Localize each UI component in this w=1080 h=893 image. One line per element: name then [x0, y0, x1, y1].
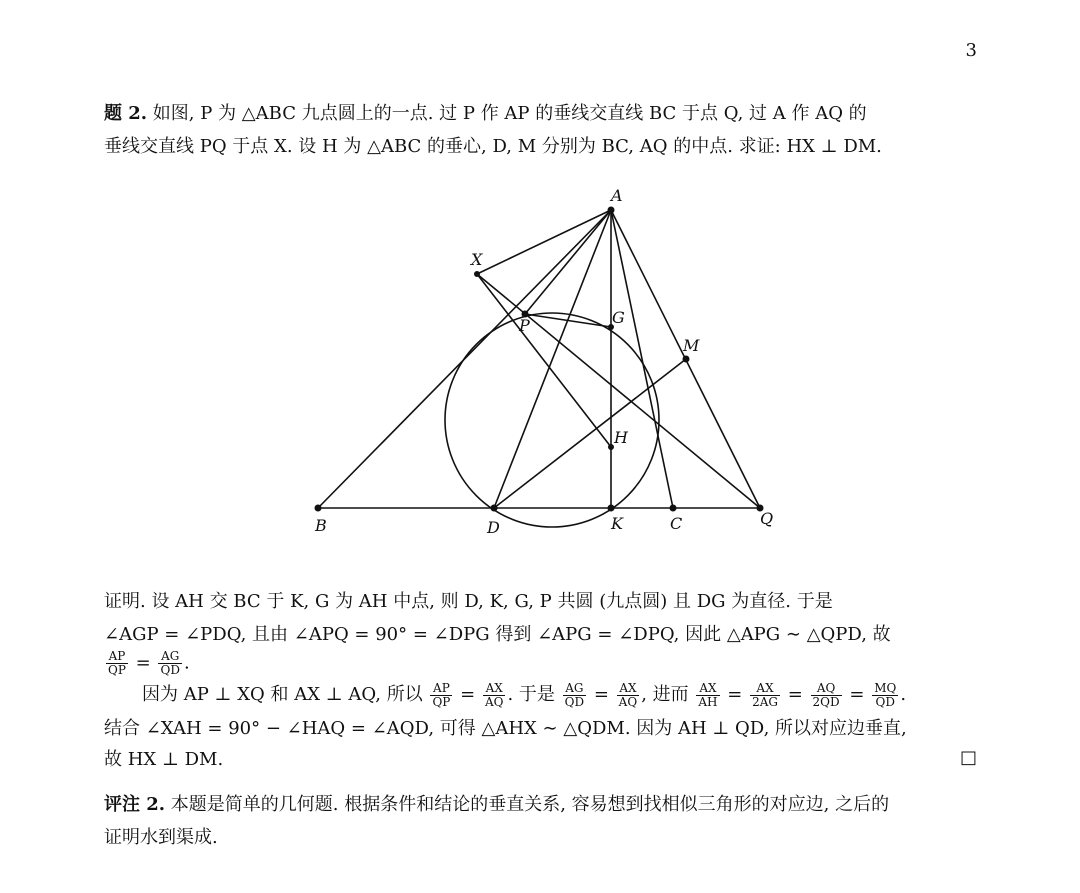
remark-text-1: 本题是简单的几何题. 根据条件和结论的垂直关系, 容易想到找相似三角形的对应边, 之后的: [170, 794, 890, 815]
segment-ax: [477, 210, 611, 274]
label-a: A: [611, 186, 623, 205]
label-h: H: [614, 428, 628, 447]
segment-ab: [318, 210, 611, 508]
fraction-ag-qd: $\frac{AG}{QD}$: [160, 649, 180, 677]
label-k: K: [611, 514, 623, 533]
fraction-ap-qp: $\frac{AP}{QP}$: [108, 649, 126, 677]
proof-line-3: $\frac{AP}{QP}$ = $\frac{AG}{QD}$ .: [108, 649, 190, 677]
point-d: [491, 505, 498, 512]
point-x: [474, 271, 480, 277]
fraction-ag-qd-2: $\frac{AG}{QD}$: [564, 680, 585, 709]
proof-line-1: 证明. 设 AH 交 BC 于 K, G 为 AH 中点, 则 D, K, G, P 共圆 (九点圆) 且 DG 为直径. 于是: [104, 591, 833, 612]
point-b: [315, 505, 322, 512]
segment-ap: [525, 210, 611, 314]
label-q: Q: [760, 509, 774, 528]
label-d: D: [487, 518, 500, 537]
segment-xh: [477, 274, 611, 447]
problem-line-2: 垂线交直线 PQ 于点 X. 设 H 为 △ABC 的垂心, D, M 分别为 BC, AQ 的中点. 求证: HX ⊥ DM.: [104, 136, 882, 157]
fraction-ax-aq: $\frac{AX}{AQ}$: [484, 680, 504, 709]
label-g: G: [612, 308, 625, 327]
proof-line-6: 故 HX ⊥ DM.: [104, 749, 224, 770]
remark-line-1: [104, 788, 977, 821]
label-p: P: [519, 316, 530, 335]
proof-line-4: 因为 AP ⊥ XQ 和 AX ⊥ AQ, 所以 $\frac{AP}{QP}$ = $\frac{AX}{AQ}$ . 于是 $\frac{AG}{QD}$ = $\frac{AX}{AQ}$ , 进而 $\frac{AX}{AH}$ = $\frac{AX}{2AG}$ = $\frac{AQ}{2QD}$ = $\frac{MQ}{QD}$ .: [142, 680, 907, 709]
fraction-ax-aq-2: $\frac{AX}{AQ}$: [618, 680, 638, 709]
segment-ac: [611, 210, 673, 508]
label-b: B: [315, 516, 327, 535]
page-number: 3: [965, 40, 977, 61]
point-k: [608, 505, 615, 512]
label-m: M: [683, 336, 700, 355]
fraction-ax-ah: $\frac{AX}{AH}$: [698, 680, 718, 709]
point-c: [670, 505, 677, 512]
qed-symbol: □: [959, 747, 977, 768]
point-m: [683, 356, 690, 363]
fraction-ap-qp-2: $\frac{AP}{QP}$: [432, 680, 451, 709]
point-a: [608, 207, 615, 214]
remark-line-2: 证明水到渠成.: [104, 827, 218, 848]
proof-line-5: 结合 ∠XAH = 90° − ∠HAQ = ∠AQD, 可得 △AHX ∼ △QDM. 因为 AH ⊥ QD, 所以对应边垂直,: [104, 718, 907, 739]
label-c: C: [670, 514, 683, 533]
fraction-ax-2ag: $\frac{AX}{2AG}$: [752, 680, 778, 709]
fraction-mq-qd: $\frac{MQ}{QD}$: [874, 680, 897, 709]
label-x: X: [471, 250, 483, 269]
proof-line-2: ∠AGP = ∠PDQ, 且由 ∠APQ = 90° = ∠DPG 得到 ∠APG = ∠DPQ, 因此 △APG ∼ △QPD, 故: [104, 624, 891, 645]
fraction-aq-2qd: $\frac{AQ}{2QD}$: [812, 680, 840, 709]
remark: [104, 788, 977, 854]
remark-label: 评注 2.: [104, 794, 166, 815]
problem-label: 题 2.: [104, 103, 148, 124]
problem-text-1: 如图, P 为 △ABC 九点圆上的一点. 过 P 作 AP 的垂线交直线 BC 于点 Q, 过 A 作 AQ 的: [152, 103, 867, 124]
